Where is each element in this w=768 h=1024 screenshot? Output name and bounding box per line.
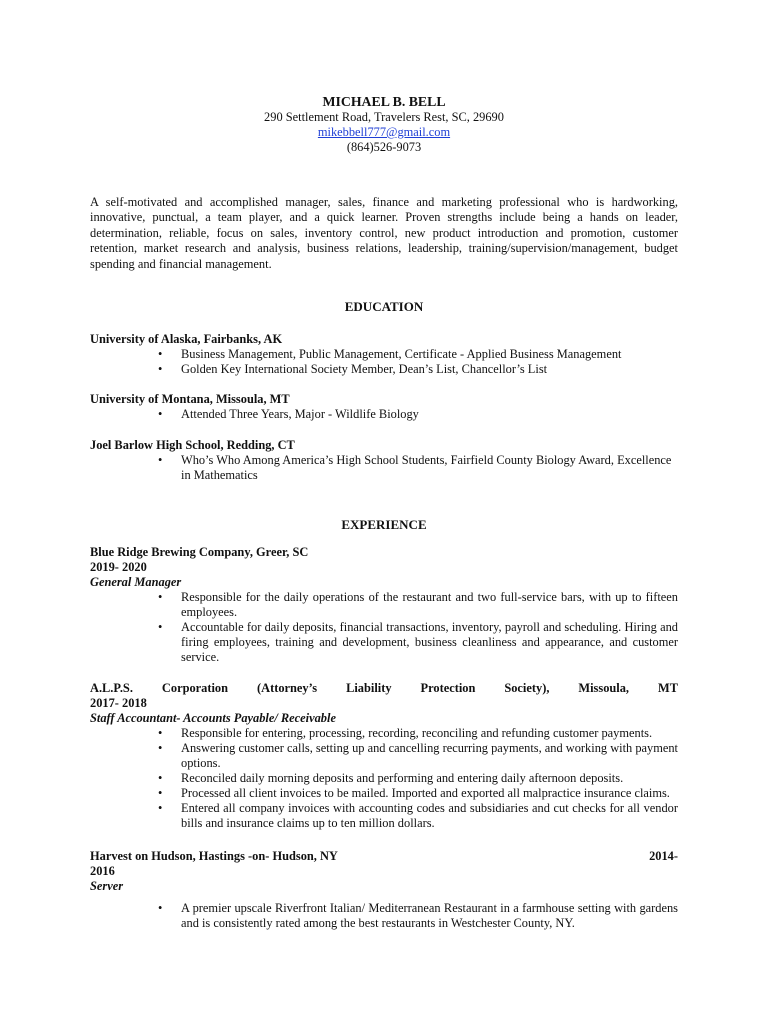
summary-paragraph: A self-motivated and accomplished manager, sales, finance and marketing professional who is hardworking, innovative, punctual, a team player, and a quick learner. Proven strengths include being a hands on leader, determination, reliable, focus on sales, inventory control, new product introduction and promotion, customer retention, market research and analysis, business relations, leadership, training/supervision/management, budget spending and financial management. xyxy=(90,195,678,271)
company-name: A.L.P.S. Corporation (Attorney’s Liability Protection Society), Missoula, MT xyxy=(90,681,678,695)
list-item: • Golden Key International Society Member, Dean’s List, Chancellor’s List xyxy=(158,362,548,376)
company-name: Blue Ridge Brewing Company, Greer, SC xyxy=(90,545,309,559)
list-item: • Business Management, Public Management, Certificate - Applied Business Management xyxy=(158,347,622,361)
job-title: General Manager xyxy=(90,575,182,589)
list-item: • Entered all company invoices with accounting codes and subsidiaries and cut checks for all vendor bills and insurance claims up to ten million dollars. xyxy=(158,801,678,830)
list-item: • Responsible for entering, processing, recording, reconciling and refunding customer payments. xyxy=(158,726,653,740)
bullet-icon: • xyxy=(158,771,163,785)
experience-entry xyxy=(90,849,678,931)
experience-entry xyxy=(90,545,678,665)
bullet-icon: • xyxy=(158,801,163,815)
experience-heading: EXPERIENCE xyxy=(341,517,427,532)
list-item: • A premier upscale Riverfront Italian/ Mediterranean Restaurant in a farmhouse setting with gardens and is consistently rated among the best restaurants in Westchester County, NY. xyxy=(158,901,678,930)
company-name: Harvest on Hudson, Hastings -on- Hudson, NY 2014- xyxy=(90,849,678,863)
list-item: • Accountable for daily deposits, financial transactions, inventory, payroll and scheduling. Hiring and firing employees, training and development, business cleanliness and appearance, and customer service. xyxy=(158,620,678,664)
bullet-icon: • xyxy=(158,590,163,604)
bullet-icon: • xyxy=(158,741,163,755)
bullet-icon: • xyxy=(158,407,163,421)
list-item: • Processed all client invoices to be mailed. Imported and exported all malpractice insurance claims. xyxy=(158,786,670,800)
bullet-icon: • xyxy=(158,726,163,740)
list-item: • Answering customer calls, setting up and cancelling recurring payments, and working with payment options. xyxy=(158,741,678,770)
experience-entry xyxy=(90,681,678,831)
education-entry xyxy=(90,392,678,422)
job-dates: 2014- xyxy=(649,849,678,863)
list-item: • Reconciled daily morning deposits and performing and entering daily afternoon deposits. xyxy=(158,771,624,785)
bullet-icon: • xyxy=(158,453,163,467)
phone: (864)526-9073 xyxy=(346,140,422,154)
bullet-icon: • xyxy=(158,362,163,376)
job-title: Server xyxy=(90,879,124,893)
job-title: Staff Accountant- Accounts Payable/ Receivable xyxy=(90,711,336,725)
school-name: Joel Barlow High School, Redding, CT xyxy=(90,438,295,452)
job-dates: 2017- 2018 xyxy=(90,696,147,710)
candidate-name: MICHAEL B. BELL xyxy=(322,94,446,109)
education-entry xyxy=(90,438,678,483)
list-item: • Who’s Who Among America’s High School Students, Fairfield County Biology Award, Excellence in Mathematics xyxy=(158,453,672,482)
bullet-icon: • xyxy=(158,901,163,915)
address: 290 Settlement Road, Travelers Rest, SC, 29690 xyxy=(264,110,504,124)
education-heading: EDUCATION xyxy=(344,299,424,314)
list-item: • Attended Three Years, Major - Wildlife Biology xyxy=(158,407,419,421)
job-dates: 2019- 2020 xyxy=(90,560,147,574)
school-name: University of Alaska, Fairbanks, AK xyxy=(90,332,283,346)
list-item: • Responsible for the daily operations of the restaurant and two full-service bars, with up to fifteen employees. xyxy=(158,590,678,619)
school-name: University of Montana, Missoula, MT xyxy=(90,392,290,406)
education-entry xyxy=(90,332,678,377)
email-link[interactable]: mikebbell777@gmail.com xyxy=(317,125,451,139)
bullet-icon: • xyxy=(158,786,163,800)
resume-header xyxy=(0,93,768,155)
bullet-icon: • xyxy=(158,620,163,634)
job-dates-end: 2016 xyxy=(90,864,115,878)
bullet-icon: • xyxy=(158,347,163,361)
